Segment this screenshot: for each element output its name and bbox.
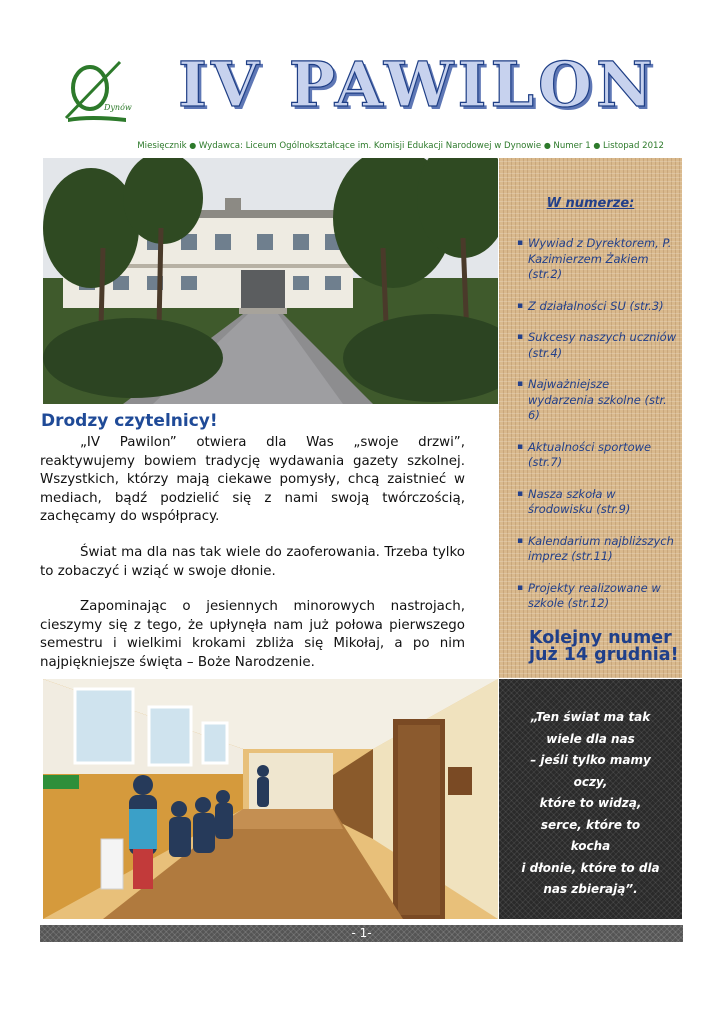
toc-item: ▪ Z działalności SU (str.3) [517, 299, 677, 315]
school-building-photo [43, 158, 498, 404]
toc-item: ▪ Nasza szkoła w środowisku (str.9) [517, 487, 677, 518]
publication-frequency: Miesięcznik [137, 141, 187, 151]
toc-title: W numerze: [546, 196, 635, 211]
article-paragraph: „IV Pawilon” otwiera dla Was „swoje drzwi”, reaktywujemy bowiem tradycję wydawania gazety szkolnej. Wszystkich, którzy mają ciekawe pomysły, chcą zaistnieć w mediach, bądź podzielić się z nami swoją twórczością, zachęcamy do współpracy. [40, 435, 465, 525]
next-issue-notice: Kolejny numer już 14 grudnia! [529, 628, 679, 665]
page-number: - 1- [351, 926, 372, 940]
newspaper-title: IV PAWILON [178, 48, 657, 121]
toc-list [517, 236, 677, 628]
article-body [40, 434, 465, 690]
table-of-contents [499, 158, 682, 678]
logo-text: Dynów [104, 103, 132, 112]
bullet-icon: ● [543, 141, 554, 150]
article-paragraph: Świat ma dla nas tak wiele do zaoferowania. Trzeba tylko to zobaczyć i wziąć w swoje dłonie. [40, 544, 465, 579]
toc-item: ▪ Wywiad z Dyrektorem, P. Kazimierzem Żakiem (str.2) [517, 236, 677, 283]
toc-item: ▪ Kalendarium najbliższych imprez (str.11) [517, 534, 677, 565]
publication-info [108, 141, 664, 151]
quote-text: „Ten świat ma tak wiele dla nas – jeśli tylko mamy oczy, które to widzą, serce, które to kocha i dłonie, które to dla nas zbierają”. [521, 710, 660, 896]
toc-item: ▪ Projekty realizowane w szkole (str.12) [517, 581, 677, 612]
bullet-icon: ● [189, 141, 199, 150]
toc-item: ▪ Aktualności sportowe (str.7) [517, 440, 677, 471]
toc-item: ▪ Najważniejsze wydarzenia szkolne (str. 6) [517, 377, 677, 424]
footer-bar [40, 925, 683, 942]
school-logo [60, 58, 132, 126]
quote-box [499, 679, 682, 919]
issue-date: Listopad 2012 [602, 141, 664, 151]
article-paragraph: Zapominając o jesiennych minorowych nastrojach, cieszymy się z tego, że upłynęła nam już połowa pierwszego semestru i wielkimi krokami zbliża się Mikołaj, a po nim najpiękniejsze święta – Boże Narodzenie. [40, 599, 465, 670]
article-heading: Drodzy czytelnicy! [41, 411, 218, 431]
bullet-icon: ● [593, 141, 603, 150]
issue-number: Numer 1 [553, 141, 591, 151]
toc-item: ▪ Sukcesy naszych uczniów (str.4) [517, 330, 677, 361]
school-hallway-photo [43, 679, 498, 919]
publisher: Wydawca: Liceum Ogólnokształcące im. Komisji Edukacji Narodowej w Dynowie [198, 141, 542, 151]
